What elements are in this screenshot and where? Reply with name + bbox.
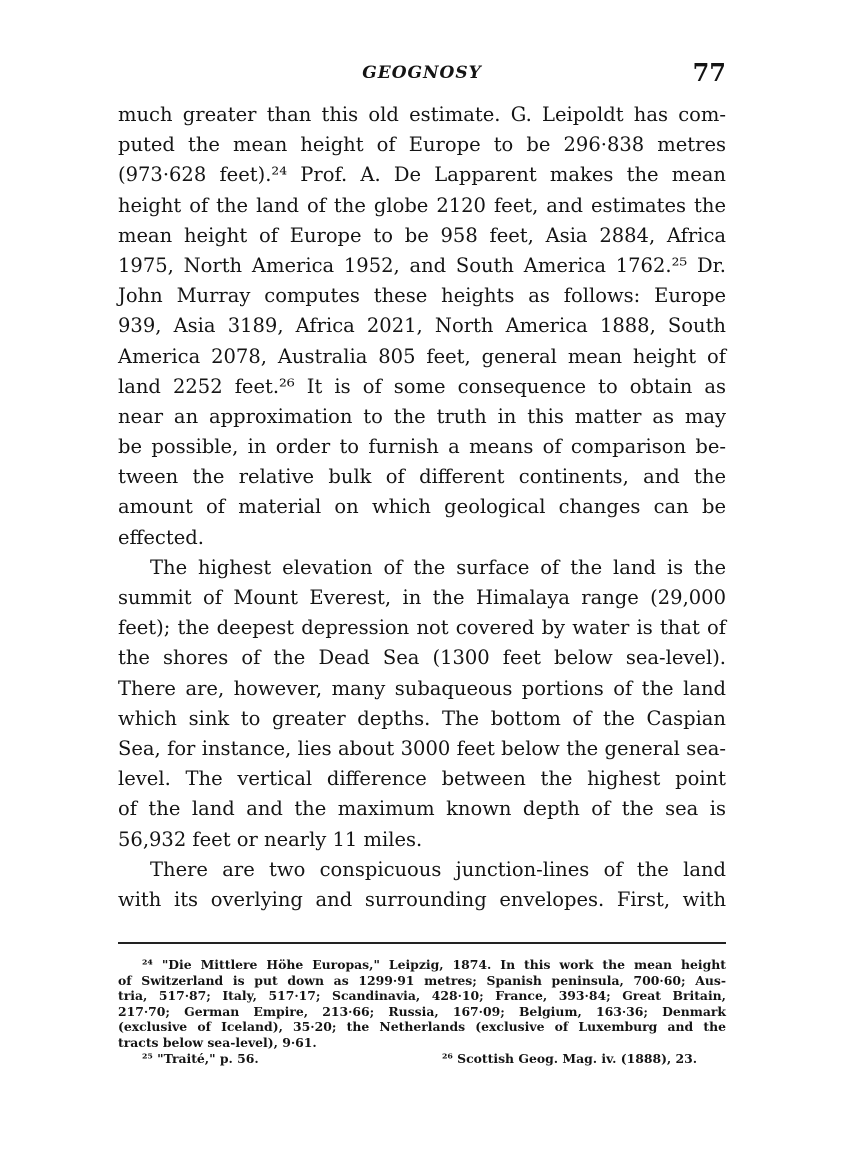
text-line: 1975, North America 1952, and South America 1762.²⁵ Dr. (118, 253, 726, 277)
footnote-24 (118, 957, 726, 1051)
text-line: tween the relative bulk of different continents, and the (118, 465, 726, 489)
text-line: of the land and the maximum known depth of the sea is (118, 797, 726, 821)
text-line: with its overlying and surrounding envelopes. First, with (118, 887, 726, 911)
footnote-line: tracts below sea-level), 9·61. (118, 1034, 317, 1050)
paragraph-3 (118, 855, 726, 915)
footnote-26: ²⁶ Scottish Geog. Mag. iv. (1888), 23. (442, 1050, 698, 1066)
body-text (118, 100, 726, 915)
footnotes (118, 957, 726, 1067)
footnote-line: (exclusive of Iceland), 35·20; the Netherlands (exclusive of Luxemburg and the (118, 1019, 726, 1035)
text-line: America 2078, Australia 805 feet, general mean height of (118, 344, 726, 368)
running-head: GEOGNOSY (362, 63, 482, 83)
text-line: summit of Mount Everest, in the Himalaya range (29,000 (118, 586, 726, 609)
text-line: land 2252 feet.²⁶ It is of some consequence to obtain as (118, 374, 726, 398)
text-line: height of the land of the globe 2120 feet, and estimates the (118, 193, 726, 217)
footnote-line: of Switzerland is put down as 1299·91 metres; Spanish peninsula, 700·60; Aus- (118, 972, 726, 988)
text-line: mean height of Europe to be 958 feet, Asia 2884, Africa (118, 223, 726, 247)
footnote-25: ²⁵ "Traité," p. 56. (142, 1050, 259, 1066)
text-line: effected. (118, 525, 204, 549)
page-number: 77 (692, 58, 726, 87)
text-line: 939, Asia 3189, Africa 2021, North America 1888, South (118, 314, 726, 338)
text-line: John Murray computes these heights as follows: Europe (118, 284, 726, 308)
text-line: (973·628 feet).²⁴ Prof. A. De Lapparent makes the mean (118, 163, 726, 187)
text-line: Sea, for instance, lies about 3000 feet below the general sea- (118, 736, 726, 760)
text-line: There are, however, many subaqueous portions of the land (118, 676, 726, 700)
paragraph-2 (118, 553, 726, 855)
text-line: The highest elevation of the surface of the land is the (150, 555, 726, 579)
page-header (118, 58, 726, 88)
footnote-line: 217·70; German Empire, 213·66; Russia, 167·09; Belgium, 163·36; Denmark (118, 1003, 726, 1019)
footnote-line: tria, 517·87; Italy, 517·17; Scandinavia, 428·10; France, 393·84; Great Britain, (118, 988, 726, 1004)
text-line: which sink to greater depths. The bottom of the Caspian (118, 706, 726, 730)
paragraph-1 (118, 100, 726, 553)
text-line: amount of material on which geological changes can be (118, 495, 726, 519)
text-line: 56,932 feet or nearly 11 miles. (118, 827, 423, 851)
footnote-rule (118, 942, 726, 944)
text-line: There are two conspicuous junction-lines of the land (150, 857, 726, 881)
text-line: level. The vertical difference between the highest point (118, 767, 726, 791)
footnote-line: ²⁴ "Die Mittlere Höhe Europas," Leipzig, 1874. In this work the mean height (142, 957, 726, 972)
text-line: much greater than this old estimate. G. Leipoldt has com- (118, 103, 726, 126)
text-line: near an approximation to the truth in this matter as may (118, 404, 726, 428)
text-line: the shores of the Dead Sea (1300 feet below sea-level). (118, 646, 726, 670)
text-line: puted the mean height of Europe to be 296·838 metres (118, 133, 726, 157)
text-line: feet); the deepest depression not covered by water is that of (118, 616, 726, 640)
footnote-row (118, 1051, 726, 1067)
text-line: be possible, in order to furnish a means of comparison be- (118, 435, 726, 459)
